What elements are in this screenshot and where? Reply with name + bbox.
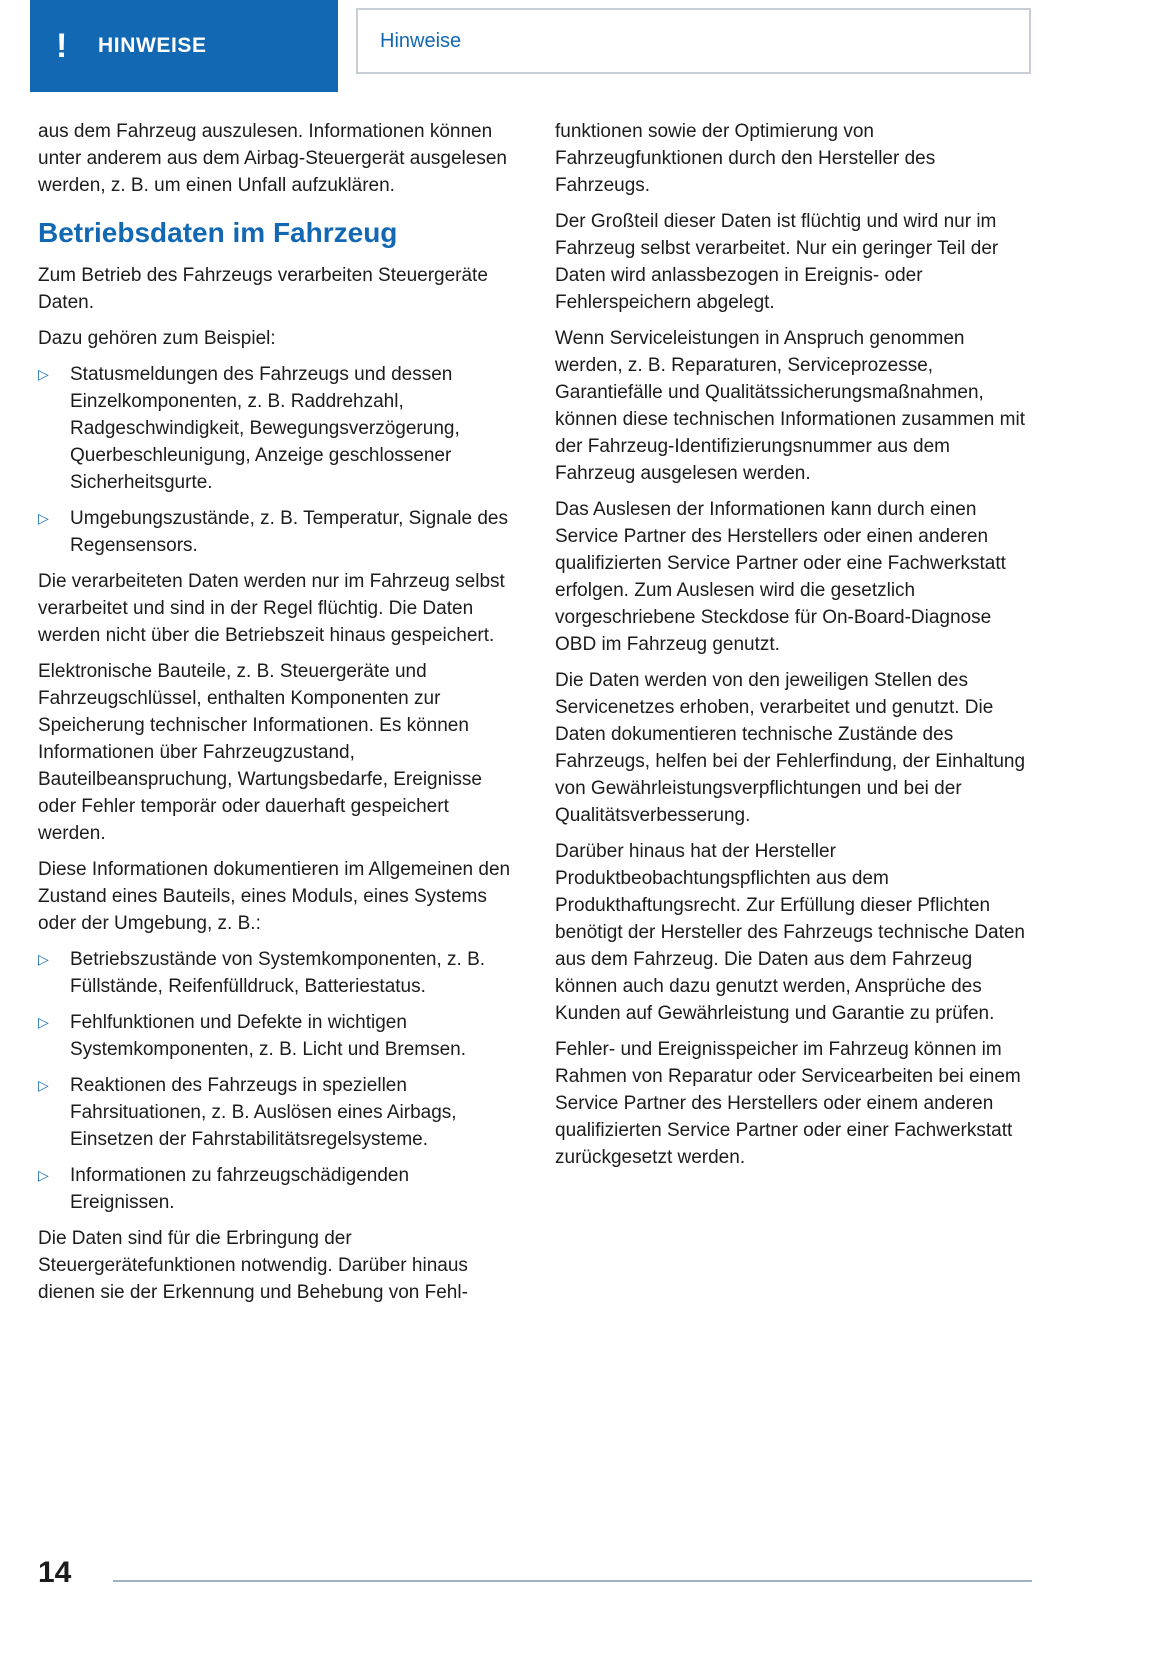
- left-column: [38, 118, 515, 1315]
- paragraph: Wenn Serviceleistungen in Anspruch genommen werden, z. B. Reparaturen, Serviceprozesse, Garantiefälle und Qualitätssicherungsmaßnahmen, können diese technischen Informationen zusammen mit der Fahrzeug-Identifizierungsnummer aus dem Fahrzeug ausgelesen werden.: [555, 328, 1025, 484]
- paragraph: Darüber hinaus hat der Hersteller Produktbeobachtungspflichten aus dem Produkthaftungsrecht. Zur Erfüllung dieser Pflichten benötigt der Hersteller des Fahrzeugs technische Daten aus dem Fahrzeug. Die Daten aus dem Fahrzeug können auch dazu genutzt werden, Ansprüche des Kunden auf Gewährleistung und Garantie zu prüfen.: [555, 841, 1025, 1024]
- chapter-badge-label: HINWEISE: [98, 34, 207, 57]
- bullet-text: Reaktionen des Fahrzeugs in speziellen Fahrsituationen, z. B. Auslösen eines Airbags, Einsetzen der Fahrstabilitätsregelsysteme.: [70, 1075, 457, 1150]
- paragraph: aus dem Fahrzeug auszulesen. Informationen können unter anderem aus dem Airbag-Steuergerät ausgelesen werden, z. B. um einen Unfall aufzuklären.: [38, 121, 507, 196]
- paragraph: Dazu gehören zum Beispiel:: [38, 328, 276, 349]
- paragraph: Die verarbeiteten Daten werden nur im Fahrzeug selbst verarbeitet und sind in der Regel flüchtig. Die Daten werden nicht über die Betriebszeit hinaus gespeichert.: [38, 571, 505, 646]
- paragraph: Fehler- und Ereignisspeicher im Fahrzeug können im Rahmen von Reparatur oder Servicearbeiten bei einem Service Partner des Herstellers oder einem anderen qualifizierten Service Partner oder einer Fachwerkstatt zurückgesetzt werden.: [555, 1039, 1021, 1168]
- bullet-item: [38, 505, 515, 559]
- bullet-item: [38, 1009, 515, 1063]
- footer-rule: [113, 1580, 1032, 1582]
- content: [38, 118, 1032, 1315]
- bullet-item: [38, 946, 515, 1000]
- page-footer: [38, 1556, 1032, 1590]
- bullet-text: Statusmeldungen des Fahrzeugs und dessen Einzelkomponenten, z. B. Raddrehzahl, Radgeschwindigkeit, Bewegungsverzögerung, Querbeschleunigung, Anzeige geschlossener Sicherheitsgurte.: [70, 364, 460, 493]
- paragraph: Das Auslesen der Informationen kann durch einen Service Partner des Herstellers oder einen anderen qualifizierten Service Partner oder eine Fachwerkstatt erfolgen. Zum Auslesen wird die gesetzlich vorgeschriebene Steckdose für On-Board-Diagnose OBD im Fahrzeug genutzt.: [555, 499, 1006, 655]
- bullet-triangle-icon: ▷: [38, 1167, 49, 1183]
- bullet-triangle-icon: ▷: [38, 1077, 49, 1093]
- page-title: Hinweise: [380, 29, 462, 52]
- bullet-text: Informationen zu fahrzeugschädigenden Ereignissen.: [70, 1165, 410, 1213]
- paragraph: funktionen sowie der Optimierung von Fahrzeugfunktionen durch den Hersteller des Fahrzeugs.: [555, 121, 936, 196]
- paragraph: Elektronische Bauteile, z. B. Steuergeräte und Fahrzeugschlüssel, enthalten Komponenten zur Speicherung technischer Informationen. Es können Informationen über Fahrzeugzustand, Bauteilbeanspruchung, Wartungsbedarfe, Ereignisse oder Fehler temporär oder dauerhaft gespeichert werden.: [38, 661, 482, 844]
- section-heading: Betriebsdaten im Fahrzeug: [38, 217, 398, 248]
- page-number: 14: [38, 1556, 72, 1589]
- bullet-triangle-icon: ▷: [38, 510, 49, 526]
- paragraph: Die Daten werden von den jeweiligen Stellen des Servicenetzes erhoben, verarbeitet und genutzt. Die Daten dokumentieren technische Zustände des Fahrzeugs, helfen bei der Fehlerfindung, der Einhaltung von Gewährleistungsverpflichtungen und bei der Qualitätsverbesserung.: [555, 670, 1026, 826]
- bullet-text: Umgebungszustände, z. B. Temperatur, Signale des Regensensors.: [70, 508, 508, 556]
- paragraph: Zum Betrieb des Fahrzeugs verarbeiten Steuergeräte Daten.: [38, 265, 488, 313]
- bullet-text: Betriebszustände von Systemkomponenten, z. B. Füllstände, Reifenfülldruck, Batteriestatus.: [70, 949, 486, 997]
- chapter-badge: [30, 0, 338, 92]
- bullet-item: [38, 1072, 515, 1153]
- right-column: [555, 118, 1032, 1315]
- bullet-triangle-icon: ▷: [38, 366, 49, 382]
- bullet-text: Fehlfunktionen und Defekte in wichtigen Systemkomponenten, z. B. Licht und Bremsen.: [70, 1012, 467, 1060]
- alert-icon: !: [56, 26, 68, 65]
- page-title-box: [356, 8, 1031, 74]
- bullet-triangle-icon: ▷: [38, 1014, 49, 1030]
- bullet-item: [38, 361, 515, 496]
- bullet-item: [38, 1162, 515, 1216]
- bullet-triangle-icon: ▷: [38, 951, 49, 967]
- paragraph: Die Daten sind für die Erbringung der Steuergerätefunktionen notwendig. Darüber hinaus dienen sie der Erkennung und Behebung von Fehl-: [38, 1228, 468, 1303]
- paragraph: Der Großteil dieser Daten ist flüchtig und wird nur im Fahrzeug selbst verarbeitet. Nur ein geringer Teil der Daten wird anlassbezogen in Ereignis- oder Fehlerspeichern abgelegt.: [555, 211, 999, 313]
- paragraph: Diese Informationen dokumentieren im Allgemeinen den Zustand eines Bauteils, eines Moduls, eines Systems oder der Umgebung, z. B.:: [38, 859, 511, 934]
